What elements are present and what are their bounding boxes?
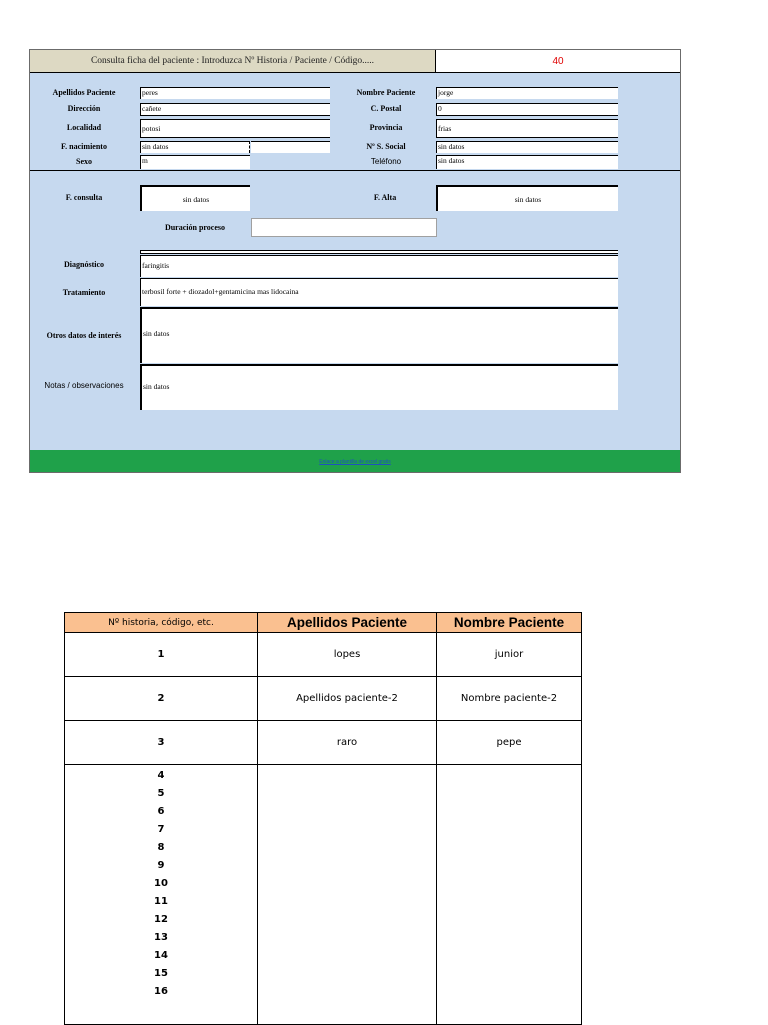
table-row[interactable] xyxy=(65,721,582,765)
table-row[interactable] xyxy=(65,633,582,677)
notas-field[interactable]: sin datos xyxy=(140,364,618,410)
row-apellidos: lopes xyxy=(258,633,437,677)
nacimiento-field[interactable]: sin datos xyxy=(140,141,250,153)
localidad-field[interactable]: potosi xyxy=(140,119,330,138)
column-header-apellidos: Apellidos Paciente xyxy=(258,613,437,633)
row-nombre: pepe xyxy=(437,721,582,765)
row-number: 16 xyxy=(154,986,168,997)
row-apellidos: raro xyxy=(258,721,437,765)
provincia-field[interactable]: frias xyxy=(436,119,618,138)
patient-list-table xyxy=(64,612,582,1025)
row-number: 3 xyxy=(65,721,258,765)
tratamiento-label: Tratamiento xyxy=(62,288,106,297)
nss-label: Nº S. Social xyxy=(366,142,406,151)
falta-field[interactable]: sin datos xyxy=(436,185,618,211)
otros-label: Otros datos de interés xyxy=(46,331,122,340)
telefono-label: Teléfono xyxy=(370,157,402,166)
number-list-cell xyxy=(65,765,258,1025)
row-apellidos: Apellidos paciente-2 xyxy=(258,677,437,721)
row-number: 13 xyxy=(154,932,168,943)
duracion-label: Duración proceso xyxy=(164,223,226,232)
nacimiento-label: F. nacimiento xyxy=(61,142,107,151)
table-header-row xyxy=(65,613,582,633)
notas-label: Notas / observaciones xyxy=(44,381,124,390)
falta-label: F. Alta xyxy=(373,193,397,202)
duracion-field[interactable] xyxy=(251,218,437,237)
excel-template-link[interactable]: Enlace a plantilla de excel gratis xyxy=(319,459,391,465)
search-input[interactable]: 40 xyxy=(436,50,680,73)
tratamiento-field[interactable]: terbosil forte + diozadol+gentamicina mas lidocaina xyxy=(140,278,618,306)
fconsulta-label: F. consulta xyxy=(65,193,103,202)
row-number: 2 xyxy=(65,677,258,721)
diagnostico-field[interactable]: faringitis xyxy=(140,255,618,277)
row-number: 14 xyxy=(154,950,168,961)
diagnostico-label: Diagnóstico xyxy=(64,260,104,269)
nombre-field[interactable]: jorge xyxy=(436,87,618,99)
row-number: 9 xyxy=(157,860,165,871)
row-number: 6 xyxy=(157,806,165,817)
row-number: 10 xyxy=(154,878,168,889)
row-number: 11 xyxy=(154,896,168,907)
table-row[interactable] xyxy=(65,677,582,721)
row-number: 7 xyxy=(157,824,165,835)
patient-record-form xyxy=(29,49,681,473)
row-nombre: junior xyxy=(437,633,582,677)
provincia-label: Provincia xyxy=(369,123,403,132)
column-header-number: Nº historia, código, etc. xyxy=(65,613,258,633)
direccion-field[interactable]: cañete xyxy=(140,103,330,116)
row-number: 4 xyxy=(157,770,165,781)
row-number: 12 xyxy=(154,914,168,925)
apellidos-label: Apellidos Paciente xyxy=(52,88,116,97)
table-row-empty xyxy=(65,765,582,1025)
nombre-label: Nombre Paciente xyxy=(356,88,416,97)
sexo-label: Sexo xyxy=(76,157,92,166)
section-divider xyxy=(30,170,680,171)
row-number: 15 xyxy=(154,968,168,979)
diagnostico-field-top xyxy=(140,250,618,254)
fconsulta-field[interactable]: sin datos xyxy=(140,185,250,211)
sexo-field[interactable]: m xyxy=(140,155,250,169)
apellidos-field[interactable]: peres xyxy=(140,87,330,99)
direccion-label: Dirección xyxy=(67,104,101,113)
nss-field[interactable]: sin datos xyxy=(436,141,618,153)
row-number: 1 xyxy=(65,633,258,677)
row-number: 8 xyxy=(157,842,165,853)
row-number: 5 xyxy=(157,788,165,799)
telefono-field[interactable]: sin datos xyxy=(436,155,618,169)
nacimiento-extra-field[interactable] xyxy=(251,141,330,153)
localidad-label: Localidad xyxy=(66,123,102,132)
search-prompt: Consulta ficha del paciente : Introduzca Nº Historia / Paciente / Código..... xyxy=(30,50,436,73)
row-nombre: Nombre paciente-2 xyxy=(437,677,582,721)
cpostal-label: C. Postal xyxy=(370,104,402,113)
column-header-nombre: Nombre Paciente xyxy=(437,613,582,633)
empty-apellidos-cell xyxy=(258,765,437,1025)
otros-field[interactable]: sin datos xyxy=(140,307,618,363)
cpostal-field[interactable]: 0 xyxy=(436,103,618,116)
empty-nombre-cell xyxy=(437,765,582,1025)
